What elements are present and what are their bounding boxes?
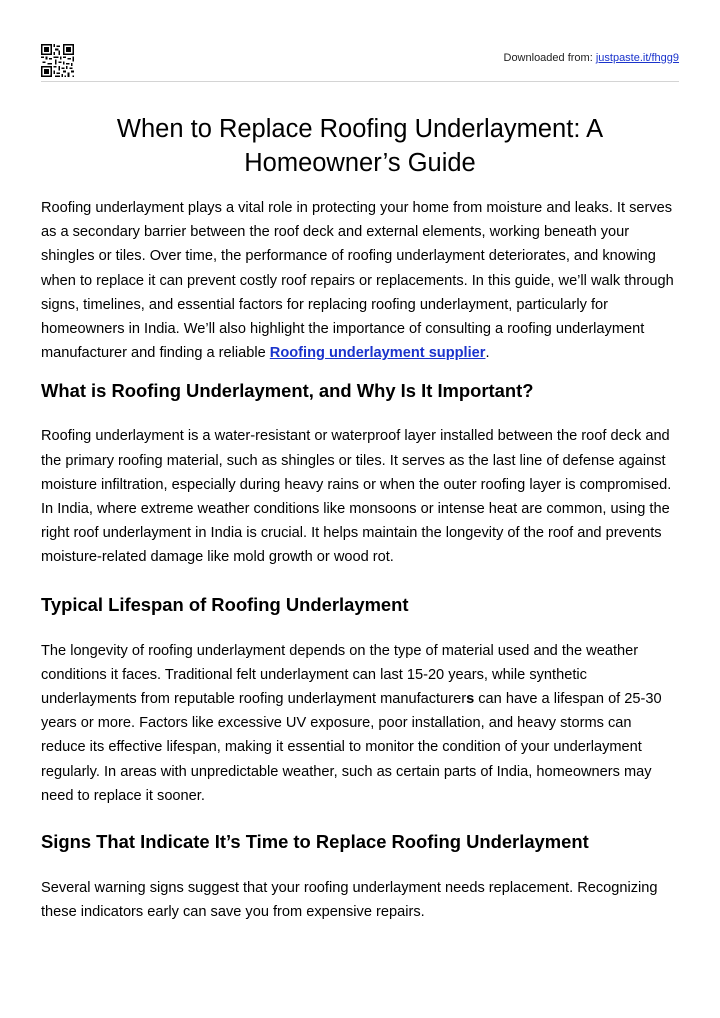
lifespan-paragraph (41, 639, 679, 808)
importance-paragraph: Roofing underlayment is a water-resistant or waterproof layer installed between the roof deck and the primary roofing material, such as shingles or tiles. It serves as the last line of defense against moisture infiltration, especially during heavy rains or when the outer roofing layer is compromised. In India, where extreme weather conditions like monsoons or intense heat are common, using the right roof underlayment in India is crucial. It helps maintain the longevity of the roof and prevents moisture-related damage like mold growth or wood rot. (41, 428, 672, 566)
article-title: When to Replace Roofing Underlayment: A Homeowner’s Guide (116, 115, 604, 177)
qr-code (41, 44, 74, 77)
section-heading-importance: What is Roofing Underlayment, and Why Is It Important? (41, 380, 534, 402)
article (41, 112, 679, 924)
lifespan-bold-char: s (466, 691, 475, 708)
lifespan-text-after: can have a lifespan of 25-30 years or more. Factors like excessive UV exposure, poor installation, and heavy storms can reduce its effective lifespan, making it essential to monitor the condition of your underlayment regularly. In areas with unpredictable weather, such as certain parts of India, homeowners may need to replace it sooner. (41, 691, 662, 804)
downloaded-label: Downloaded from: (503, 52, 596, 64)
intro-paragraph (41, 196, 679, 365)
section-heading-signs: Signs That Indicate It’s Time to Replace Roofing Underlayment (41, 831, 589, 853)
supplier-link[interactable]: Roofing underlayment supplier (269, 345, 486, 362)
download-source (504, 52, 680, 64)
section-heading-lifespan: Typical Lifespan of Roofing Underlayment (41, 593, 409, 615)
lifespan-text-before: The longevity of roofing underlayment depends on the type of material used and the weather conditions it faces. Traditional felt underlayment can last 15-20 years, while synthetic underlayments from reputable roofing underlayment manufacturer (41, 642, 639, 708)
signs-paragraph: Several warning signs suggest that your roofing underlayment needs replacement. Recognizing these indicators early can save you from expensive repairs. (41, 880, 658, 921)
intro-text: Roofing underlayment plays a vital role in protecting your home from moisture and leaks. It serves as a secondary barrier between the roof deck and external elements, working beneath your shingles or tiles. Over time, the performance of roofing underlayment deteriorates, and knowing when to replace it can prevent costly roof repairs or replacements. In this guide, we’ll walk through signs, timelines, and essential factors for replacing roofing underlayment, particularly for homeowners in India. We’ll also highlight the importance of consulting a roofing underlayment manufacturer and finding a reliable (41, 200, 674, 362)
source-link[interactable]: justpaste.it/fhgg9 (595, 52, 679, 64)
header-divider (41, 81, 679, 82)
intro-end: . (485, 345, 490, 362)
